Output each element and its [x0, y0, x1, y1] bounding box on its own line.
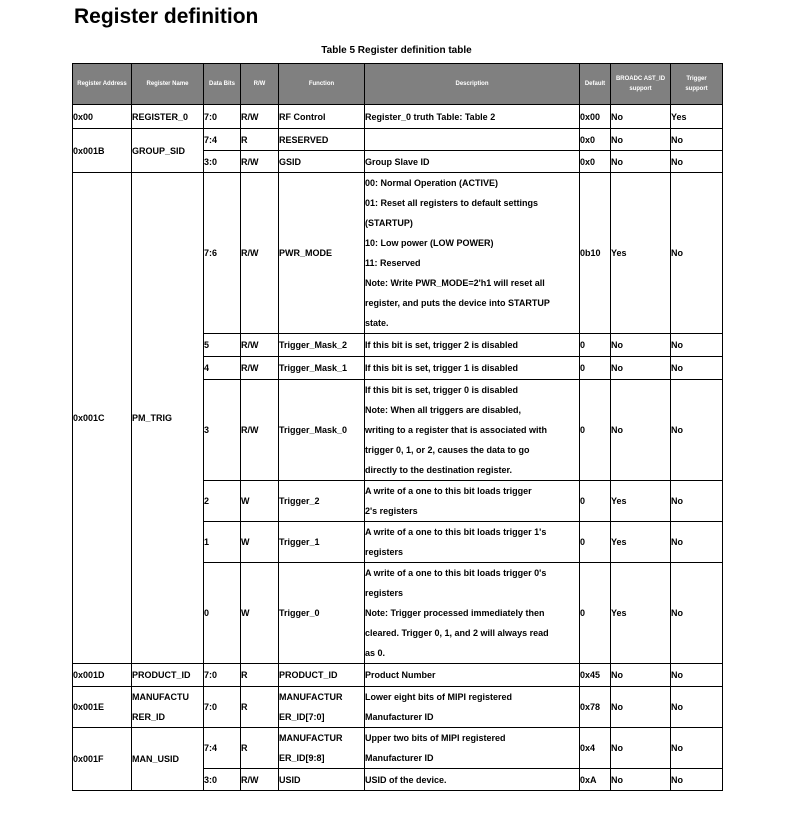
cell-function: RF Control: [279, 105, 365, 129]
cell-trigger: No: [671, 728, 723, 769]
cell-description: Register_0 truth Table: Table 2: [365, 105, 580, 129]
cell-trigger: No: [671, 173, 723, 334]
cell-trigger: No: [671, 129, 723, 151]
cell-trigger: No: [671, 687, 723, 728]
description-line: 2's registers: [365, 506, 418, 516]
cell-bits: 2: [204, 481, 241, 522]
description-line: A write of a one to this bit loads trigger 1's: [365, 527, 547, 537]
cell-description: [365, 563, 580, 664]
cell-function: Trigger_Mask_2: [279, 334, 365, 357]
cell-address: 0x001E: [73, 687, 132, 728]
header-function: Function: [279, 64, 365, 105]
cell-function: GSID: [279, 151, 365, 173]
cell-description: [365, 728, 580, 769]
description-line: cleared. Trigger 0, 1, and 2 will always read: [365, 628, 549, 638]
cell-address: 0x00: [73, 105, 132, 129]
cell-description: Product Number: [365, 664, 580, 687]
cell-bits: 4: [204, 357, 241, 380]
description-line: 11: Reserved: [365, 258, 421, 268]
description-line: writing to a register that is associated with: [365, 425, 548, 435]
cell-default: 0x45: [580, 664, 611, 687]
cell-default: 0xA: [580, 769, 611, 791]
header-trigger-line1: Trigger: [686, 76, 707, 82]
cell-rw: R/W: [241, 334, 279, 357]
cell-default: 0x0: [580, 129, 611, 151]
cell-broadcast: No: [611, 105, 671, 129]
cell-bits: 5: [204, 334, 241, 357]
description-line: Upper two bits of MIPI registered: [365, 733, 506, 743]
cell-rw: R/W: [241, 769, 279, 791]
cell-default: 0x78: [580, 687, 611, 728]
cell-trigger: No: [671, 664, 723, 687]
cell-trigger: No: [671, 769, 723, 791]
cell-function: PRODUCT_ID: [279, 664, 365, 687]
cell-rw: R: [241, 728, 279, 769]
page-title: Register definition: [74, 5, 259, 28]
cell-trigger: No: [671, 563, 723, 664]
header-address: Register Address: [73, 64, 132, 105]
cell-default: 0: [580, 357, 611, 380]
cell-bits: 7:6: [204, 173, 241, 334]
description-line: Note: Write PWR_MODE=2'h1 will reset all: [365, 278, 545, 288]
cell-name: GROUP_SID: [132, 129, 204, 173]
cell-bits: 0: [204, 563, 241, 664]
cell-address: 0x001B: [73, 129, 132, 173]
cell-default: 0b10: [580, 173, 611, 334]
cell-trigger: No: [671, 380, 723, 481]
description-line: 01: Reset all registers to default settings: [365, 198, 539, 208]
cell-rw: R/W: [241, 357, 279, 380]
description-line: state.: [365, 318, 389, 328]
cell-name: REGISTER_0: [132, 105, 204, 129]
cell-default: 0: [580, 380, 611, 481]
cell-address: 0x001F: [73, 728, 132, 791]
cell-description: Group Slave ID: [365, 151, 580, 173]
cell-bits: 3:0: [204, 769, 241, 791]
cell-broadcast: No: [611, 129, 671, 151]
table-row: [73, 129, 723, 151]
header-trigger-line2: support: [685, 86, 708, 92]
cell-bits: 7:4: [204, 728, 241, 769]
cell-trigger: No: [671, 151, 723, 173]
table-row: [73, 687, 723, 728]
cell-broadcast: Yes: [611, 563, 671, 664]
cell-broadcast: No: [611, 664, 671, 687]
table-row: [73, 728, 723, 769]
description-line: Manufacturer ID: [365, 712, 434, 722]
cell-rw: R/W: [241, 380, 279, 481]
cell-rw: R/W: [241, 173, 279, 334]
header-broadcast-line1: BROADC AST_ID: [615, 76, 666, 82]
description-line: 10: Low power (LOW POWER): [365, 238, 494, 248]
cell-default: 0: [580, 334, 611, 357]
function-line: ER_ID[7:0]: [279, 712, 325, 722]
cell-function: PWR_MODE: [279, 173, 365, 334]
cell-function: Trigger_1: [279, 522, 365, 563]
cell-default: 0x4: [580, 728, 611, 769]
cell-broadcast: No: [611, 728, 671, 769]
cell-description: USID of the device.: [365, 769, 580, 791]
cell-function: Trigger_Mask_0: [279, 380, 365, 481]
cell-bits: 3:0: [204, 151, 241, 173]
description-line: (STARTUP): [365, 218, 413, 228]
table-row: [73, 105, 723, 129]
cell-name: PM_TRIG: [132, 173, 204, 664]
cell-bits: 7:0: [204, 105, 241, 129]
cell-bits: 1: [204, 522, 241, 563]
cell-function: Trigger_0: [279, 563, 365, 664]
cell-trigger: No: [671, 481, 723, 522]
cell-broadcast: No: [611, 687, 671, 728]
cell-trigger: No: [671, 334, 723, 357]
cell-rw: R: [241, 687, 279, 728]
name-line: RER_ID: [132, 712, 166, 722]
cell-name: MAN_USID: [132, 728, 204, 791]
table-caption: Table 5 Register definition table: [321, 45, 472, 56]
cell-function: USID: [279, 769, 365, 791]
cell-broadcast: Yes: [611, 522, 671, 563]
cell-description: [365, 173, 580, 334]
header-broadcast: [611, 64, 671, 105]
cell-function: RESERVED: [279, 129, 365, 151]
description-line: registers: [365, 588, 404, 598]
cell-broadcast: No: [611, 769, 671, 791]
cell-broadcast: Yes: [611, 481, 671, 522]
header-bits: Data Bits: [204, 64, 241, 105]
cell-name: [132, 687, 204, 728]
cell-broadcast: No: [611, 151, 671, 173]
cell-description: If this bit is set, trigger 2 is disabled: [365, 334, 580, 357]
cell-bits: 7:0: [204, 687, 241, 728]
cell-bits: 3: [204, 380, 241, 481]
cell-default: 0: [580, 522, 611, 563]
description-line: registers: [365, 547, 404, 557]
cell-rw: W: [241, 522, 279, 563]
header-description: Description: [365, 64, 580, 105]
cell-rw: R: [241, 129, 279, 151]
cell-description: [365, 522, 580, 563]
function-line: MANUFACTUR: [279, 692, 343, 702]
header-default: Default: [580, 64, 611, 105]
function-line: MANUFACTUR: [279, 733, 343, 743]
cell-description: [365, 129, 580, 151]
cell-broadcast: No: [611, 357, 671, 380]
cell-trigger: No: [671, 357, 723, 380]
register-table: [72, 63, 723, 791]
cell-name: PRODUCT_ID: [132, 664, 204, 687]
table-row: [73, 173, 723, 334]
function-line: ER_ID[9:8]: [279, 753, 325, 763]
description-line: Note: When all triggers are disabled,: [365, 405, 522, 415]
cell-trigger: No: [671, 522, 723, 563]
name-line: MANUFACTU: [132, 692, 189, 702]
header-name: Register Name: [132, 64, 204, 105]
cell-broadcast: Yes: [611, 173, 671, 334]
description-line: Manufacturer ID: [365, 753, 434, 763]
description-line: trigger 0, 1, or 2, causes the data to go: [365, 445, 530, 455]
cell-default: 0: [580, 563, 611, 664]
description-line: A write of a one to this bit loads trigger 0's: [365, 568, 547, 578]
cell-rw: R: [241, 664, 279, 687]
description-line: Lower eight bits of MIPI registered: [365, 692, 513, 702]
description-line: as 0.: [365, 648, 386, 658]
description-line: register, and puts the device into STARTUP: [365, 298, 550, 308]
cell-rw: W: [241, 481, 279, 522]
cell-bits: 7:4: [204, 129, 241, 151]
description-line: If this bit is set, trigger 0 is disabled: [365, 385, 519, 395]
cell-rw: R/W: [241, 151, 279, 173]
cell-default: 0x0: [580, 151, 611, 173]
cell-trigger: Yes: [671, 105, 723, 129]
cell-description: If this bit is set, trigger 1 is disabled: [365, 357, 580, 380]
cell-bits: 7:0: [204, 664, 241, 687]
cell-description: [365, 687, 580, 728]
header-trigger: [671, 64, 723, 105]
cell-function: Trigger_2: [279, 481, 365, 522]
description-line: Note: Trigger processed immediately then: [365, 608, 545, 618]
table-row: [73, 664, 723, 687]
cell-address: 0x001C: [73, 173, 132, 664]
description-line: A write of a one to this bit loads trigger: [365, 486, 532, 496]
header-broadcast-line2: support: [629, 86, 652, 92]
cell-rw: W: [241, 563, 279, 664]
cell-description: [365, 481, 580, 522]
description-line: directly to the destination register.: [365, 465, 513, 475]
description-line: 00: Normal Operation (ACTIVE): [365, 178, 499, 188]
cell-default: 0: [580, 481, 611, 522]
cell-address: 0x001D: [73, 664, 132, 687]
cell-description: [365, 380, 580, 481]
cell-function: Trigger_Mask_1: [279, 357, 365, 380]
cell-function: [279, 728, 365, 769]
cell-rw: R/W: [241, 105, 279, 129]
cell-broadcast: No: [611, 380, 671, 481]
cell-default: 0x00: [580, 105, 611, 129]
cell-broadcast: No: [611, 334, 671, 357]
header-rw: R/W: [241, 64, 279, 105]
cell-function: [279, 687, 365, 728]
table-header-row: [73, 64, 723, 105]
